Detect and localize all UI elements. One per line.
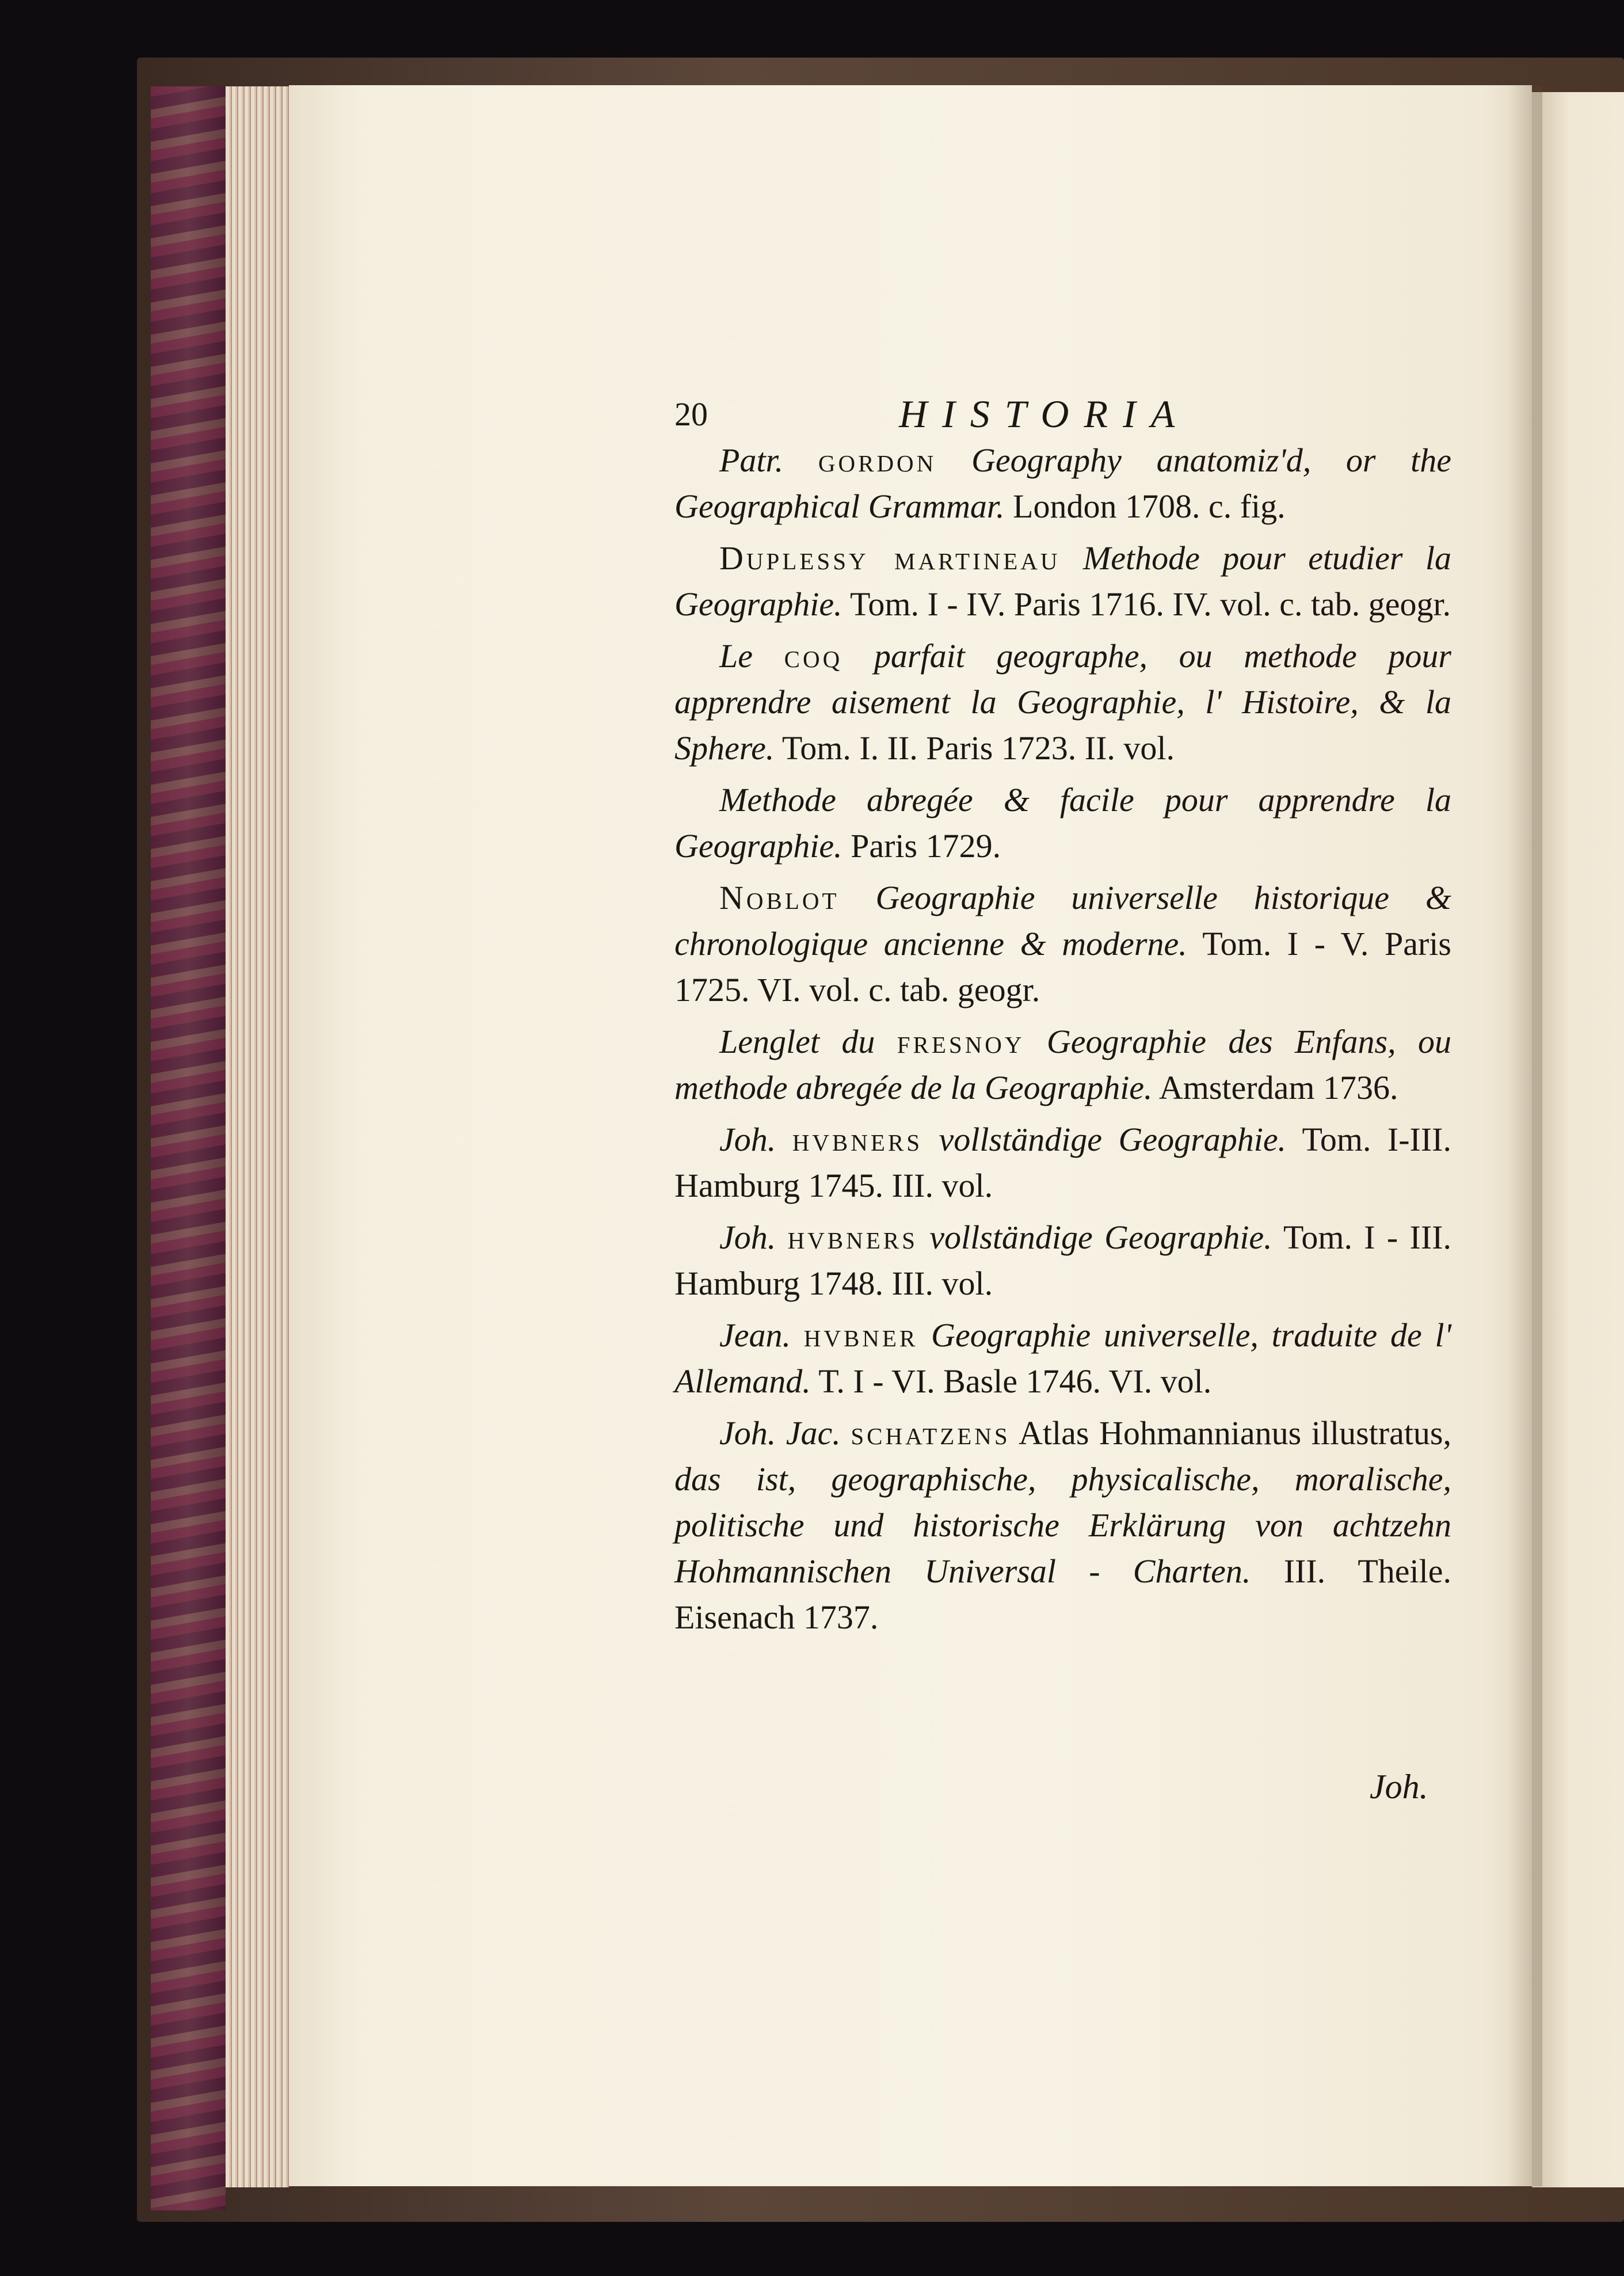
entry-author: Duplessy martineau [719, 539, 1061, 577]
entry-title: Geographie universelle historique & chronologique ancienne & moderne. [674, 879, 1451, 962]
entry-title: Geographie universelle, traduite de l' Allemand. [674, 1316, 1451, 1400]
facing-page-edge [1532, 92, 1624, 2187]
entry-author: coq [784, 637, 843, 675]
entry-imprint: London 1708. c. fig. [1004, 488, 1286, 525]
entry-author: hvbners [787, 1219, 918, 1256]
entry-imprint: Tom. I - V. Paris 1725. VI. vol. c. tab. geogr. [674, 925, 1451, 1008]
entry-segment: Jean. [719, 1316, 804, 1354]
bibliography-entry [674, 437, 1451, 530]
entry-imprint: T. I - VI. Basle 1746. VI. vol. [810, 1362, 1212, 1400]
page-number: 20 [674, 395, 708, 433]
entry-title: vollständige Geographie. [917, 1219, 1272, 1256]
entry-imprint: Tom. I - III. Hamburg 1748. III. vol. [674, 1219, 1451, 1302]
gutter-shadow [1508, 85, 1542, 2186]
running-head [674, 391, 1451, 437]
entry-title: Methode abregée & facile pour apprendre la Geographie. [674, 781, 1451, 865]
entry-segment: Joh. [719, 1121, 792, 1158]
entry-imprint: III. Theile. Eisenach 1737. [674, 1552, 1451, 1636]
entry-segment: Patr. [719, 442, 818, 479]
entry-imprint: Tom. I-III. Hamburg 1745. III. vol. [674, 1121, 1451, 1204]
bibliography-entry [674, 1019, 1451, 1111]
bibliography-entry [674, 1312, 1451, 1405]
catchword: Joh. [1370, 1768, 1428, 1806]
text-block [674, 391, 1451, 1646]
entry-author: gordon [818, 442, 937, 479]
running-title: HISTORIA [899, 392, 1190, 436]
entry-author: Noblot [719, 879, 840, 916]
entry-imprint: Amsterdam 1736. [1152, 1069, 1398, 1106]
marbled-endpaper [151, 86, 226, 2210]
entry-author: fresnoy [897, 1023, 1025, 1060]
entry-author: hvbners [792, 1121, 923, 1158]
entry-author: schatzens [851, 1414, 1011, 1452]
entry-segment: Joh. Jac. [719, 1414, 851, 1452]
entry-imprint: Tom. I. II. Paris 1723. II. vol. [774, 729, 1175, 767]
bibliography-entry [674, 777, 1451, 869]
entry-title: Geography anatomiz'd, or the Geographical Grammar. [674, 442, 1451, 525]
bibliography-entry [674, 633, 1451, 771]
bibliography-entry [674, 535, 1451, 627]
entry-imprint: Paris 1729. [842, 827, 1001, 865]
bibliography-entry [674, 1117, 1451, 1209]
entry-segment: Joh. [719, 1219, 788, 1256]
entry-title: Methode pour etudier la Geographie. [674, 539, 1451, 623]
page-edges [226, 86, 289, 2187]
entry-title: parfait geographe, ou methode pour apprendre aisement la Geographie, l' Histoire, & la Sphere. [674, 637, 1452, 767]
entry-title: vollständige Geographie. [922, 1121, 1287, 1158]
entry-segment: Lenglet du [719, 1023, 897, 1060]
entry-segment: Le [719, 637, 784, 675]
bibliography-entry [674, 1215, 1451, 1307]
bibliography-entry [674, 1410, 1451, 1641]
entry-description: das ist, geographische, physicalische, moralische, politische und historische Erklärung von achtzehn Hohmannischen Universal - Charten. [674, 1460, 1451, 1590]
entry-title: Geographie des Enfans, ou methode abregée de la Geographie. [674, 1023, 1451, 1106]
entry-imprint: Tom. I - IV. Paris 1716. IV. vol. c. tab. geogr. [842, 585, 1451, 623]
bibliography-entry [674, 875, 1451, 1013]
entry-title: Atlas Hohmannianus illustratus, [1010, 1414, 1452, 1452]
entry-author: hvbner [803, 1316, 918, 1354]
